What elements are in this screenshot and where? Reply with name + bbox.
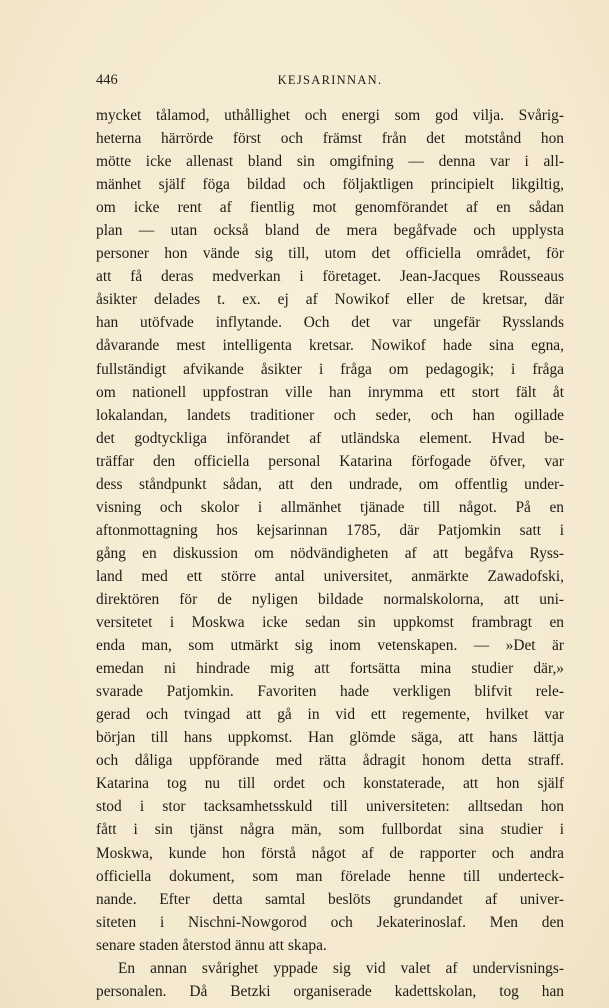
text-line: dåvarande mest intelligenta kretsar. Nowikof hade sina egna, (96, 337, 564, 355)
text-line: han utöfvade inflytande. Och det var ungefär Rysslands (96, 314, 564, 332)
page-number: 446 (96, 72, 118, 88)
text-line: det godtyckliga införandet af utländska element. Hvad be- (96, 429, 564, 447)
text-line: träffar den officiella personal Katarina förfogade öfver, var (96, 452, 564, 470)
text-line: personalen. Då Betzki organiserade kadettskolan, tog han (96, 982, 564, 1000)
text-line: mötte icke allenast bland sin omgifning — denna var i all- (96, 153, 564, 171)
text-line: personer hon vände sig till, utom det officiella området, för (96, 245, 564, 263)
text-line: början till hans uppkomst. Han glömde säga, att hans lättja (96, 729, 564, 747)
text-line: nande. Efter detta samtal beslöts grundandet af univer- (96, 890, 564, 908)
text-line: officiella dokument, som man förelade henne till underteck- (96, 867, 564, 885)
text-line: fullständigt afvikande åsikter i fråga om pedagogik; i fråga (96, 360, 564, 378)
text-line: dess ståndpunkt sådan, att den undrade, om offentlig under- (96, 475, 564, 493)
text-line: versitetet i Moskwa icke sedan sin uppkomst frambragt en (96, 614, 564, 632)
text-line: svarade Patjomkin. Favoriten hade verkligen blifvit rele- (96, 683, 564, 701)
running-title: KEJSARINNAN. (277, 73, 383, 87)
text-line: om nationell uppfostran ville han inrymma ett stort fält åt (96, 383, 564, 401)
text-line: siteten i Nischni-Nowgorod och Jekaterinoslaf. Men den (96, 913, 564, 931)
running-head (96, 72, 564, 94)
text-line: land med ett större antal universitet, anmärkte Zawadofski, (96, 567, 564, 585)
text-line: mycket tålamod, uthållighet och energi som god vilja. Svårig- (96, 107, 564, 124)
text-line: enda man, som utmärkt sig inom vetenskapen. — »Det är (96, 637, 564, 655)
text-line: och dåliga uppförande med rätta ådragit honom detta straff. (96, 752, 564, 770)
text-line: direktören för de nyligen bildade normalskolorna, att uni- (96, 590, 564, 608)
text-line: åsikter delades t. ex. ej af Nowikof eller de kretsar, där (96, 291, 564, 309)
text-line: visning och skolor i allmänhet tjänade till något. På en (96, 498, 564, 516)
text-line: fått i sin tjänst några män, som fullbordat sina studier i (96, 821, 564, 839)
text-line: aftonmottagning hos kejsarinnan 1785, där Patjomkin satt i (96, 521, 564, 539)
text-line: stod i stor tacksamhetsskuld till universiteten: alltsedan hon (96, 798, 564, 816)
text-line: gång en diskussion om nödvändigheten af att begåfva Ryss- (96, 544, 564, 562)
text-line: emedan ni hindrade mig att fortsätta mina studier där,» (96, 660, 564, 678)
text-line: mänhet själf föga bildad och följaktligen principielt likgiltig, (96, 176, 564, 194)
text-line: lokalandan, landets traditioner och seder, och han ogillade (96, 406, 564, 424)
text-line: gerad och tvingad att gå in vid ett regemente, hvilket var (96, 706, 564, 724)
text-line: heterna härrörde först och främst från det motstånd hon (96, 130, 564, 148)
text-line: om icke rent af fientlig mot genomförandet af en sådan (96, 199, 564, 217)
text-line: senare staden återstod ännu att skapa. (96, 936, 327, 954)
body-text (96, 104, 564, 1003)
text-line: Moskwa, kunde hon förstå något af de rapporter och andra (96, 844, 564, 862)
text-line: Katarina tog nu till ordet och konstaterade, att hon själf (96, 775, 564, 793)
text-line: plan — utan också bland de mera begåfvade och upplysta (96, 222, 564, 240)
text-line: En annan svårighet yppade sig vid valet af undervisnings- (118, 959, 564, 977)
text-line: att få deras medverkan i företaget. Jean-Jacques Rousseaus (96, 268, 564, 286)
